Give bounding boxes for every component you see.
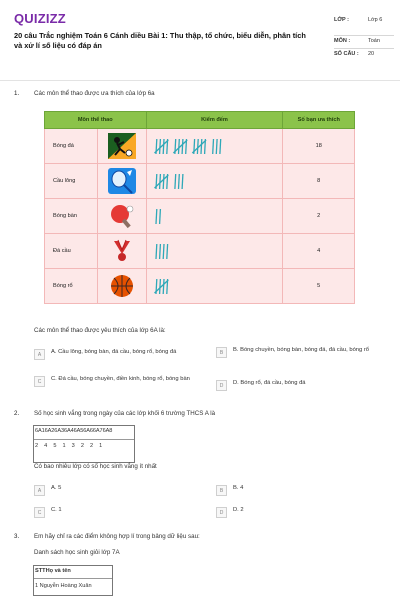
basketball-icon [108,273,136,299]
sport-count: 8 [283,164,355,199]
meta-row-count [334,49,394,61]
tally-stroke [163,279,164,294]
question-text: Các môn thể thao được ưa thích của lớp 6a [34,90,155,97]
option-c[interactable] [34,376,210,387]
option-d[interactable] [216,507,386,518]
tally-stroke [159,174,160,189]
sport-count: 18 [283,129,355,164]
tally-marks [154,240,274,262]
sport-name: Cầu lông [45,164,98,199]
tally-stroke [178,139,179,154]
option-letter[interactable]: A [34,349,45,360]
sport-name: Bóng đá [45,129,98,164]
option-text: D. Bóng rổ, đá cầu, bóng đá [233,380,306,386]
tally-stroke [166,244,167,259]
option-text: A. 5 [51,485,62,491]
option-letter[interactable]: C [34,507,45,518]
question-text: Em hãy chỉ ra các điểm không hợp lí trong bảng dữ liệu sau: [34,533,200,540]
question-prompt: Có bao nhiêu lớp có số học sinh vắng ít nhất [34,463,157,470]
tally-stroke [163,244,164,259]
meta-value: Lớp 6 [368,17,383,23]
tally-marks [154,275,274,297]
meta-table [334,15,394,61]
question-prompt: Các môn thể thao được yêu thích của lớp 6A là: [34,327,166,334]
document-title: 20 câu Trắc nghiệm Toán 6 Cánh diều Bài 1: Thu thập, tổ chức, biểu diễn, phân tích và xử lí số liệu có đáp án [14,31,306,50]
sports-table [44,111,355,304]
shuttlecock-icon [108,238,136,264]
table-row [45,199,355,234]
option-text: C. Đá cầu, bóng chuyền, điền kinh, bóng rổ, bóng bàn [51,376,190,382]
ping-pong-icon [108,203,136,229]
tally-marks [154,205,274,227]
sport-name: Bóng bàn [45,199,98,234]
option-d[interactable] [216,380,388,391]
question-number: 1. [14,90,20,97]
tally-stroke [163,139,164,154]
option-letter[interactable]: D [216,380,227,391]
header-sport: Môn thể thao [45,112,147,129]
quizizz-logo[interactable]: QUIZIZZ [14,11,66,26]
option-letter[interactable]: C [34,376,45,387]
absence-grid [33,425,135,463]
table-head: STTHọ và tên [34,566,112,579]
tally-stroke [159,139,160,154]
soccer-icon [108,133,136,159]
table-row: 1 Nguyễn Hoàng Xuân [35,583,92,589]
tally-stroke [182,139,183,154]
tally-stroke [156,209,157,224]
meta-value: 20 [368,51,375,57]
meta-value: Toán [368,38,380,44]
option-a[interactable] [34,349,214,360]
sport-count: 2 [283,199,355,234]
meta-label: SỐ CÂU : [334,51,359,57]
tally-stroke [212,139,213,154]
tally-stroke [159,279,160,294]
tally-stroke [182,174,183,189]
header-tally: Kiểm đếm [146,112,283,129]
option-a[interactable] [34,485,204,496]
tally-marks [154,135,274,157]
student-table [33,565,113,596]
tally-stroke [156,244,157,259]
tally-stroke [163,174,164,189]
badminton-icon [108,168,136,194]
tally-stroke [216,139,217,154]
option-b[interactable] [216,347,388,358]
option-letter[interactable]: A [34,485,45,496]
sport-count: 5 [283,269,355,304]
option-letter[interactable]: D [216,507,227,518]
option-text: B. Bóng chuyền, bóng bàn, bóng đá, đá cầu, bóng rổ [233,347,370,353]
table-header-row [45,112,355,129]
grid-values: 2 4 5 1 3 2 2 1 [35,443,103,449]
tally-stroke [159,244,160,259]
tally-stroke [174,174,175,189]
table-row [45,234,355,269]
grid-head: 6A16A26A36A46A56A66A76A8 [34,426,134,440]
tally-stroke [159,209,160,224]
table-subtitle: Danh sách học sinh giỏi lớp 7A [34,549,120,556]
header-count: Số bạn ưa thích [283,112,355,129]
meta-row-grade [334,15,394,36]
table-row [45,269,355,304]
tally-stroke [178,174,179,189]
option-text: B. 4 [233,485,244,491]
option-b[interactable] [216,485,386,496]
option-text: D. 2 [233,507,244,513]
sport-name: Bóng rổ [45,269,98,304]
table-row [45,129,355,164]
sport-count: 4 [283,234,355,269]
option-text: A. Cầu lông, bóng bàn, đá cầu, bóng rổ, bóng đá [51,349,177,355]
sport-name: Đá cầu [45,234,98,269]
question-number: 3. [14,533,20,540]
tally-stroke [201,139,202,154]
meta-label: MÔN : [334,38,351,44]
option-text: C. 1 [51,507,62,513]
header [0,0,400,80]
tally-stroke [219,139,220,154]
meta-row-subject [334,36,394,49]
question-number: 2. [14,410,20,417]
question-text: Số học sinh vắng trong ngày của các lớp khối 6 trường THCS A là [34,410,216,417]
table-row [45,164,355,199]
tally-stroke [197,139,198,154]
meta-label: LỚP : [334,17,349,23]
tally-marks [154,170,274,192]
option-letter[interactable]: B [216,485,227,496]
header-divider [0,80,400,81]
option-c[interactable] [34,507,204,518]
option-letter[interactable]: B [216,347,227,358]
